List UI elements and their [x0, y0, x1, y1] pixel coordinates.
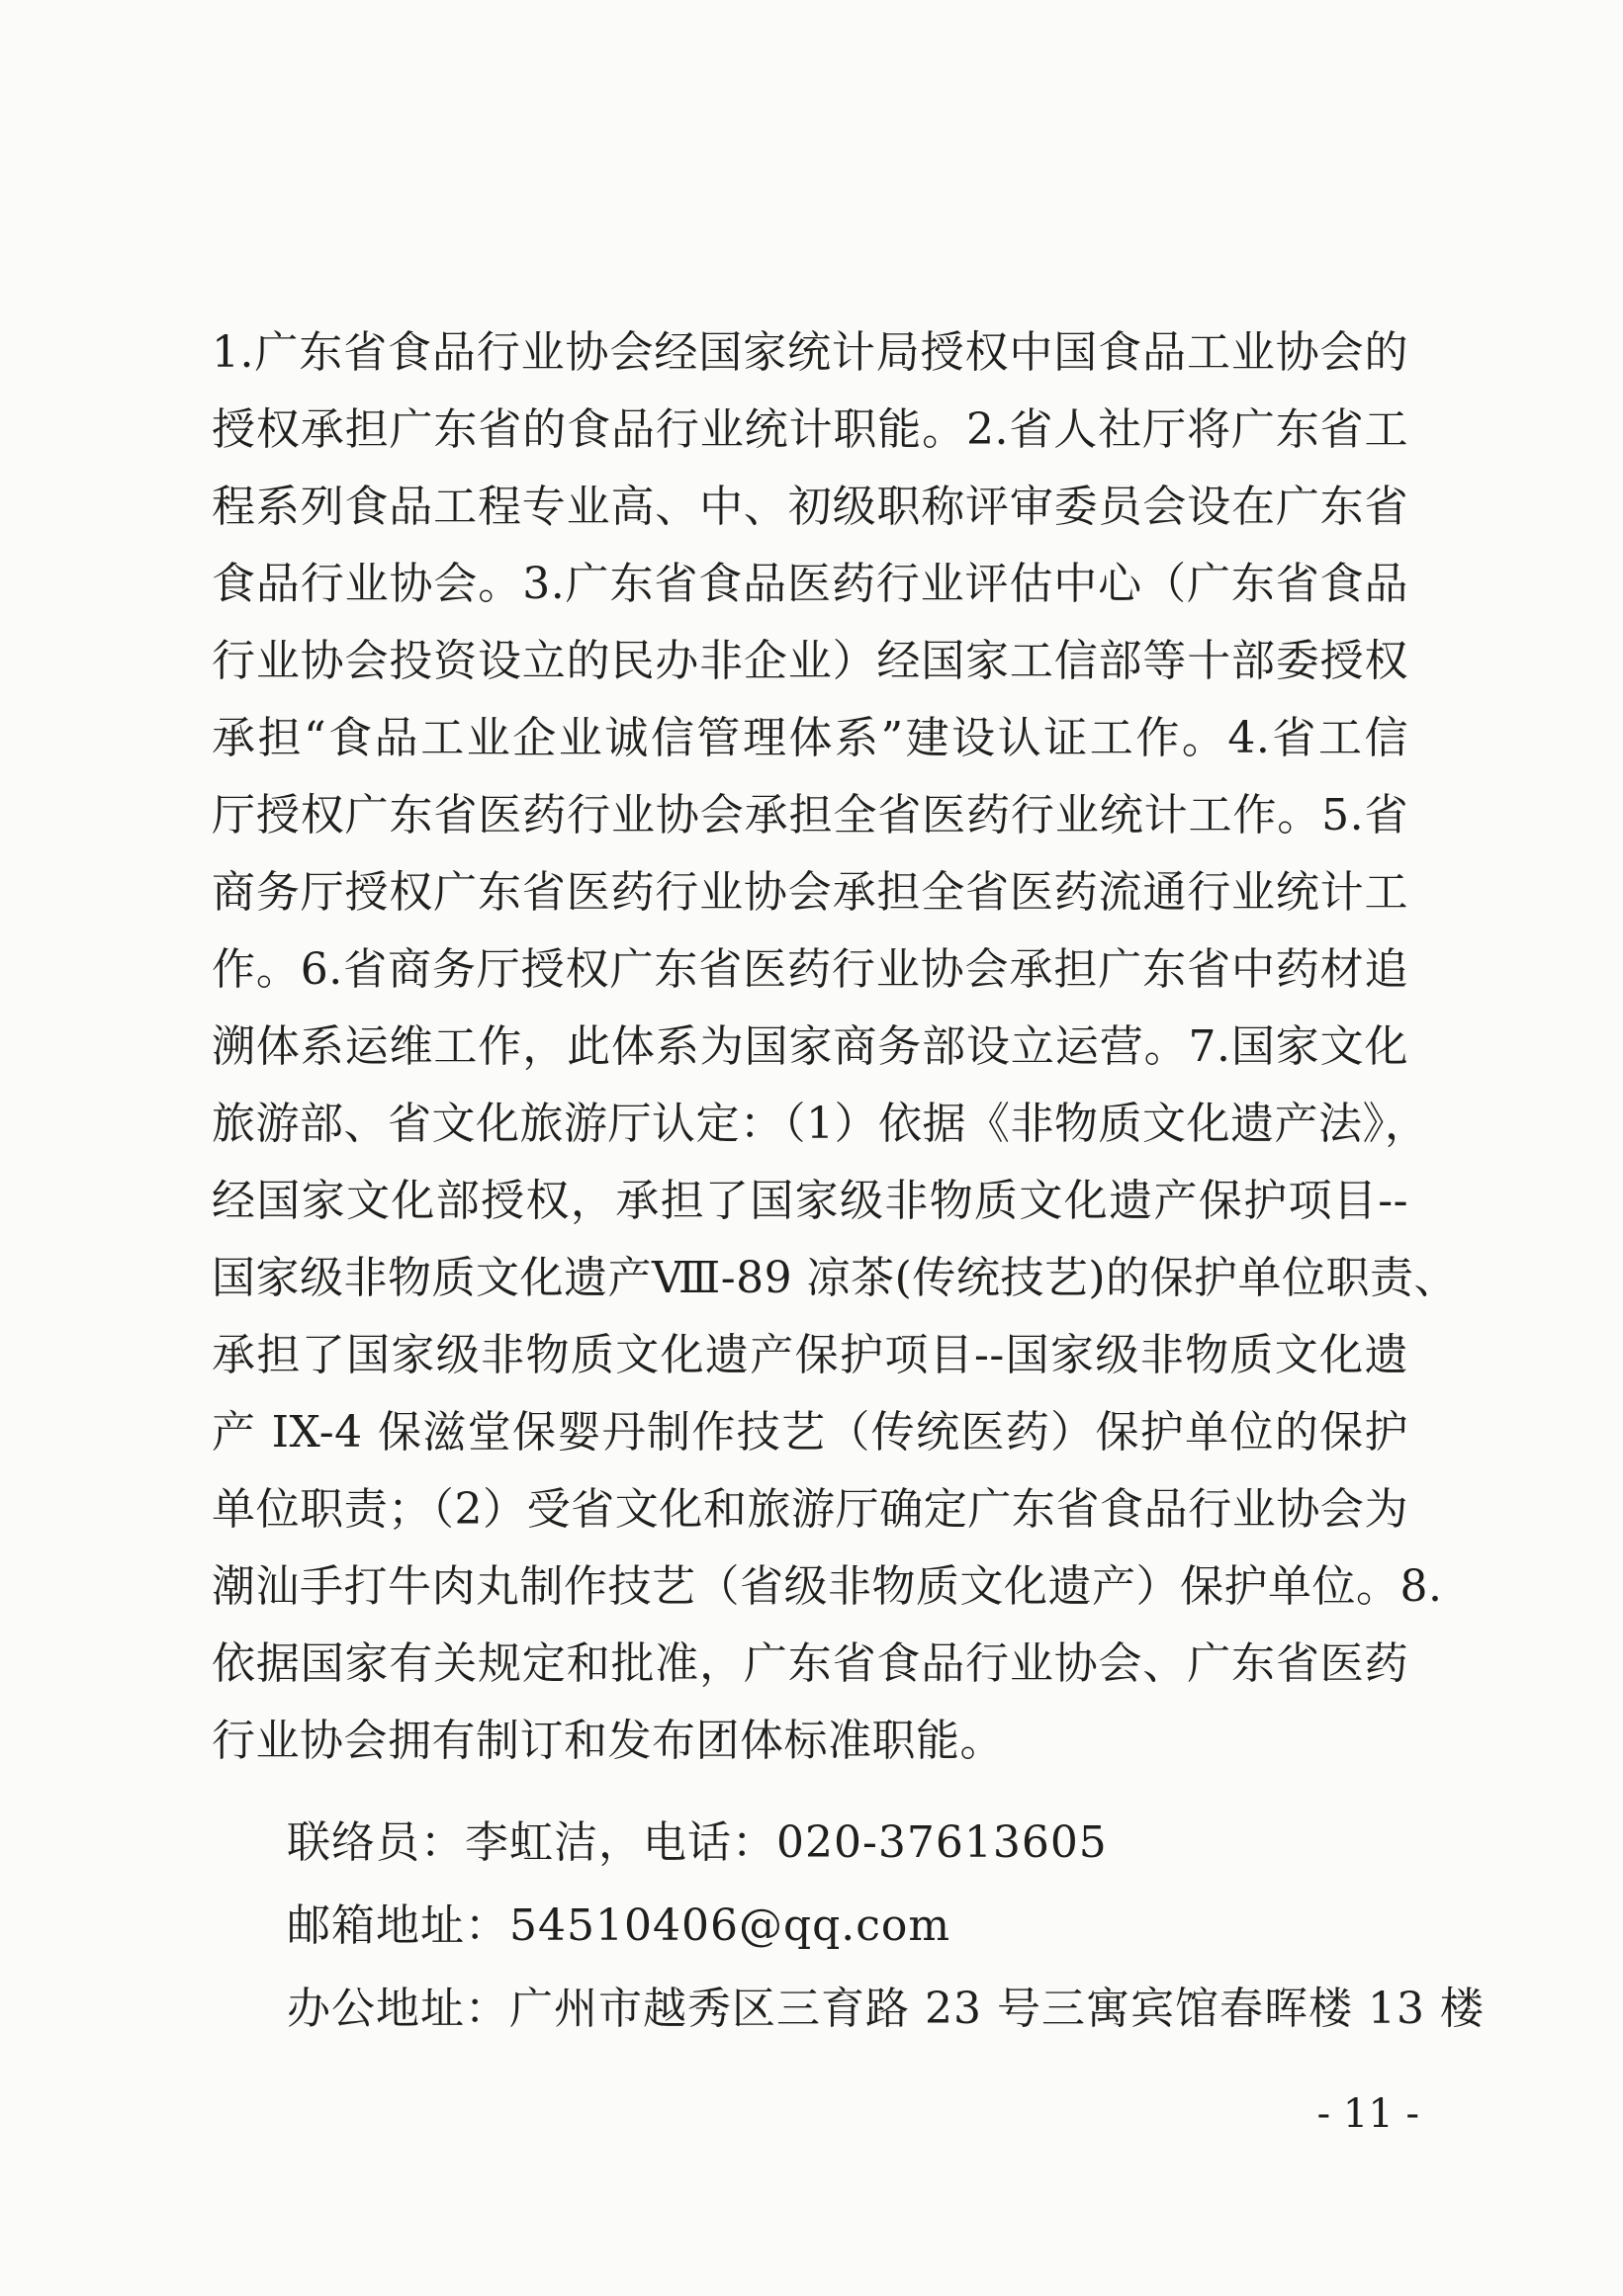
body-line: 作。6.省商务厅授权广东省医药行业协会承担广东省中药材追: [212, 944, 1408, 995]
body-line: 旅游部、省文化旅游厅认定：（1）依据《非物质文化遗产法》，: [212, 1099, 1429, 1149]
body-line: 1.广东省食品行业协会经国家统计局授权中国食品工业协会的: [212, 327, 1408, 378]
body-line: 商务厅授权广东省医药行业协会承担全省医药流通行业统计工: [212, 867, 1408, 918]
body-line: 厅授权广东省医药行业协会承担全省医药行业统计工作。5.省: [212, 790, 1408, 840]
body-line: 经国家文化部授权，承担了国家级非物质文化遗产保护项目--: [212, 1176, 1408, 1226]
body-line: 溯体系运维工作，此体系为国家商务部设立运营。7.国家文化: [212, 1021, 1408, 1072]
contact-email: 邮箱地址：54510406@qq.com: [287, 1900, 951, 1951]
body-line: 行业协会投资设立的民办非企业）经国家工信部等十部委授权: [212, 636, 1408, 686]
body-line: 国家级非物质文化遗产Ⅷ-89 凉茶(传统技艺)的保护单位职责、: [212, 1253, 1458, 1303]
body-line: 依据国家有关规定和批准，广东省食品行业协会、广东省医药: [212, 1638, 1408, 1689]
body-line: 产 IX-4 保滋堂保婴丹制作技艺（传统医药）保护单位的保护: [212, 1407, 1408, 1457]
page-number: - 11 -: [1316, 2091, 1419, 2137]
contact-liaison: 联络员：李虹洁，电话：020-37613605: [287, 1817, 1108, 1868]
contact-block: [287, 1802, 1485, 2051]
body-line-last: 行业协会拥有制订和发布团体标准职能。: [212, 1716, 1004, 1766]
body-paragraph: [212, 314, 1458, 1780]
contact-address: 办公地址：广州市越秀区三育路 23 号三寓宾馆春晖楼 13 楼: [287, 1984, 1485, 2034]
body-line: 承担“食品工业企业诚信管理体系”建设认证工作。4.省工信: [212, 713, 1408, 763]
body-line: 单位职责；（2）受省文化和旅游厅确定广东省食品行业协会为: [212, 1484, 1408, 1535]
body-line: 程系列食品工程专业高、中、初级职称评审委员会设在广东省: [212, 482, 1408, 532]
body-line: 潮汕手打牛肉丸制作技艺（省级非物质文化遗产）保护单位。8.: [212, 1561, 1443, 1612]
body-line: 授权承担广东省的食品行业统计职能。2.省人社厅将广东省工: [212, 404, 1408, 455]
body-line: 承担了国家级非物质文化遗产保护项目--国家级非物质文化遗: [212, 1330, 1408, 1380]
body-line: 食品行业协会。3.广东省食品医药行业评估中心（广东省食品: [212, 559, 1408, 609]
